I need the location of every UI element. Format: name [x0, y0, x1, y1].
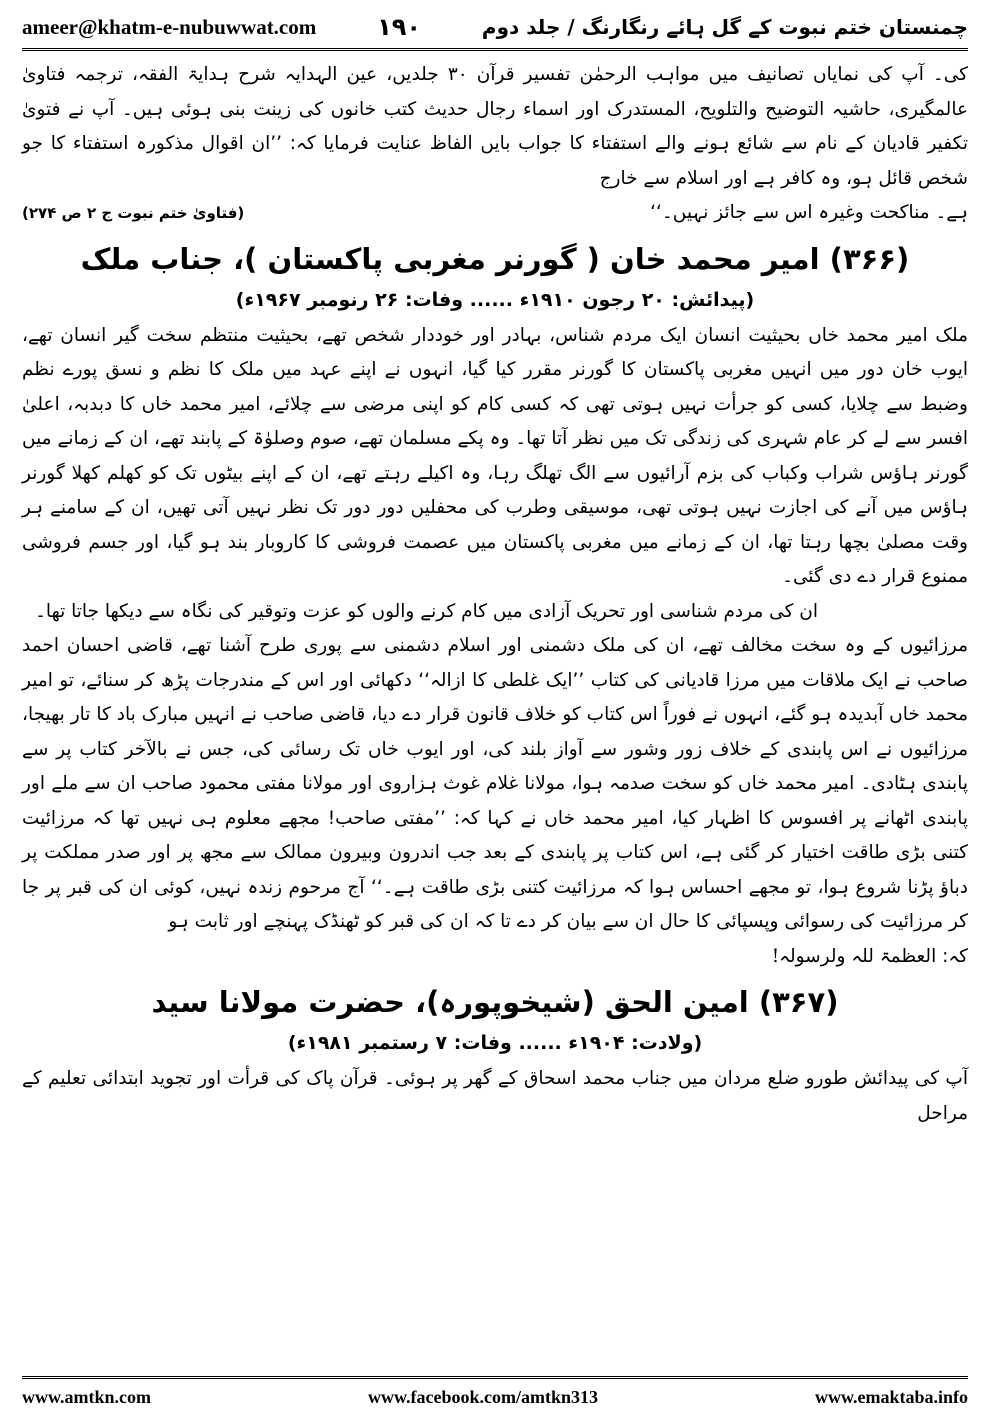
intro-paragraph: کی۔ آپ کی نمایاں تصانیف میں مواہب الرحمٰن تفسیر قرآن ۳۰ جلدیں، عین الہدایہ شرح ہدایۃ الفقہ، ترجمہ فتاویٰ عالمگیری، حاشیہ التوضیح والتلویح، المستدرک اور اسماء رجال حدیث کتب خانوں کی زینت بنی ہوئی ہیں۔ آپ نے فتویٰ تکفیر قادیان کے نام سے شائع ہونے والے استفتاء کا جواب بایں الفاظ عنایت فرمایا کہ: ’’ان اقوال مذکورہ استفتاء کا جو شخص قائل ہو، وہ کافر ہے اور اسلام سے خارج — [22, 64, 968, 189]
footer-link-left[interactable]: www.amtkn.com — [22, 1386, 151, 1407]
section-367-dates: (ولادت: ۱۹۰۴ء ...... وفات: ۷ رستمبر ۱۹۸۱ء) — [287, 1032, 703, 1054]
section-367-paragraph-1: آپ کی پیدائش طورو ضلع مردان میں جناب محمد اسحاق کے گھر پر ہوئی۔ قرآن پاک کی قرأت اور تجوید ابتدائی تعلیم کے مراحل — [22, 1068, 968, 1124]
intro-last-line-row — [22, 196, 968, 231]
footer-link-right[interactable]: www.emaktaba.info — [814, 1386, 968, 1407]
closing-arabic: العظمۃ للہ ولرسولہ! — [771, 945, 937, 967]
closing-prefix: کہ: — [942, 945, 968, 967]
header-email: ameer@khatm-e-nubuwwat.com — [22, 14, 317, 39]
book-title: چمنستان ختم نبوت کے گل ہائے رنگارنگ / جلد دوم — [481, 15, 968, 39]
intro-citation: (فتاویٰ ختم نبوت ج ۲ ص ۲۷۴) — [22, 204, 245, 222]
section-366-paragraph-1: ملک امیر محمد خاں بحیثیت انسان ایک مردم شناس، بہادر اور خوددار شخص تھے، بحیثیت منتظم سخت گیر انسان تھے، ایوب خان دور میں انہیں مغربی پاکستان کا گورنر مقرر کیا گیا، انہوں نے اپنے عہد میں ملک کا نظم و نسق پورے نظم وضبط سے چلایا، کسی کو جرأت نہیں ہوتی تھی کہ کسی کام کو اپنی مرضی سے چلائے، امیر محمد خاں کا دبدبہ، اعلیٰ افسر سے لے کر عام شہری کی زندگی تک میں نظر آتا تھا۔ وہ پکے مسلمان تھے، صوم وصلوٰۃ کے پابند تھے، ان کے زمانے میں گورنر ہاؤس شراب وکباب کی بزم آرائیوں سے الگ تھلگ رہا، وہ اکیلے رہتے تھے، ان کے اپنے بیٹوں تک کو کھلم کھلا گورنر ہاؤس میں آنے کی اجازت نہیں ہوتی تھی، موسیقی وطرب کی محفلیں دور دور تک نظر نہیں آتی تھیں، ان کے سامنے ہر وقت مصلیٰ بچھا رہتا تھا، ان کے زمانے میں مغربی پاکستان میں عصمت فروشی کا کاروبار بند ہو گیا، اور جسم فروشی ممنوع قرار دے دی گئی۔ — [22, 324, 968, 587]
section-366-paragraph-2: ان کی مردم شناسی اور تحریک آزادی میں کام کرنے والوں کو عزت وتوقیر کی نگاہ سے دیکھا جاتا تھا۔ — [35, 600, 818, 622]
page-content — [22, 58, 968, 1358]
section-367-heading: (۳۶۷) امین الحق (شیخوپورہ)، حضرت مولانا سید — [151, 985, 839, 1019]
footer-link-center[interactable]: www.facebook.com/amtkn313 — [367, 1386, 598, 1407]
page-number: ۱۹۰ — [377, 13, 422, 41]
section-366-dates: (پیدائش: ۲۰ رجون ۱۹۱۰ء ...... وفات: ۲۶ رنومبر ۱۹۶۷ء) — [235, 288, 755, 311]
page-footer — [22, 1376, 968, 1415]
section-366-paragraph-3: مرزائیوں کے وہ سخت مخالف تھے، ان کی ملک دشمنی اور اسلام دشمنی سے پوری طرح آشنا تھے، قاضی احسان احمد صاحب نے ایک ملاقات میں مرزا قادیانی کی کتاب ’’ایک غلطی کا ازالہ‘‘ دکھائی اور اس کے مندرجات پڑھ کر سنائے، تو امیر محمد خاں آبدیدہ ہو گئے، انہوں نے فوراً اس کتاب کو خلاف قانون قرار دے دیا، قاضی صاحب نے انہیں مبارک باد کا تار بھیجا، مرزائیوں نے اس پابندی کے خلاف زور وشور سے آواز بلند کی، اور ایوب خاں تک رسائی کی، جس نے بالآخر کتاب پر سے پابندی ہٹادی۔ امیر محمد خاں کو سخت صدمہ ہوا، مولانا غلام غوث ہزاروی اور مولانا مفتی محمود صاحب ان سے ملے اور پابندی اٹھانے پر افسوس کا اظہار کیا، امیر محمد خاں نے کہا کہ: ’’مفتی صاحب! مجھے معلوم ہی نہیں تھا کہ مرزائیت کتنی بڑی طاقت اختیار کر گئی ہے، اس کتاب پر پابندی کے بعد جب اندرون وبیرون ممالک سے مجھ پر اور صدر مملکت پر دباؤ پڑنا شروع ہوا، تو مجھے احساس ہوا کہ مرزائیت کتنی بڑی طاقت ہے۔‘‘ آج مرحوم زندہ نہیں، کوئی ان کی قبر پر جا کر مرزائیت کی رسوائی وپسپائی کا حال ان سے بیان کر دے تا کہ ان کی قبر کو ٹھنڈک پہنچے اور ثابت ہو — [22, 635, 968, 932]
page-header — [22, 6, 968, 51]
section-366-heading: (۳۶۶) امیر محمد خان ( گورنر مغربی پاکستان )، جناب ملک — [80, 241, 910, 276]
intro-last-line: ہے۔ مناکحت وغیرہ اس سے جائز نہیں۔‘‘ — [650, 202, 968, 223]
section-366-closing — [22, 940, 968, 975]
